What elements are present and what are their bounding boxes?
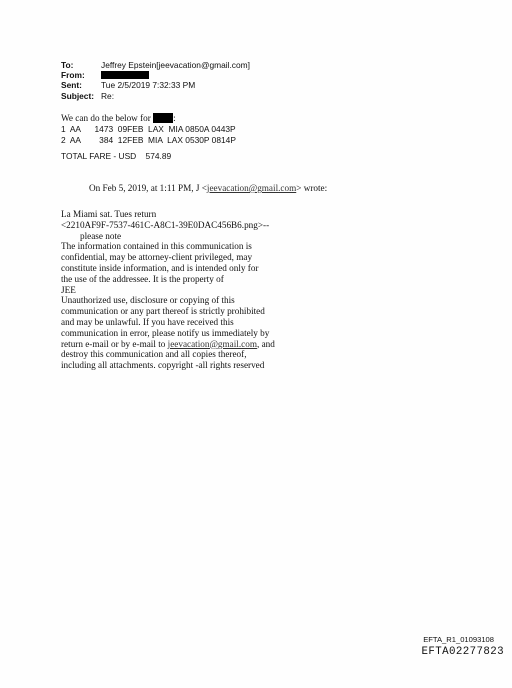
sent-label: Sent: — [61, 80, 82, 91]
quoted-line: communication in error, please notify us immediately by — [61, 327, 270, 338]
document-id-efta-r1: EFTA_R1_01093108 — [423, 635, 494, 644]
total-fare: TOTAL FARE - USD 574.89 — [61, 151, 172, 161]
quote-attribution — [89, 183, 327, 194]
flight-line-2: 2 AA 384 12FEB MIA LAX 0530P 0814P — [61, 134, 236, 145]
quoted-line: destroy this communication and all copies thereof, — [61, 349, 247, 360]
header-sent-row — [61, 80, 250, 90]
from-label: From: — [61, 70, 85, 81]
to-label: To: — [61, 60, 74, 70]
reply-body — [61, 113, 236, 145]
quoted-line: communication or any part thereof is strictly prohibited — [61, 306, 265, 317]
quoted-line: La Miami sat. Tues return — [61, 209, 157, 219]
name-redaction — [153, 113, 173, 123]
subject-label: Subject: — [61, 90, 95, 101]
quoted-line: please note — [80, 230, 122, 241]
quoted-line: The information contained in this communication is — [61, 241, 252, 252]
reply-intro-prefix: We can do the below for — [61, 113, 154, 123]
quote-suffix: > wrote: — [296, 183, 328, 193]
header-subject-row — [61, 91, 250, 101]
header-to-row — [61, 60, 250, 70]
quoted-line: JEE — [61, 284, 76, 295]
quoted-line: the use of the addressee. It is the property of — [61, 273, 224, 284]
email-header — [61, 60, 250, 101]
quoted-message — [61, 209, 275, 371]
quoted-line: and may be unlawful. If you have received this — [61, 316, 234, 327]
quoted-line: confidential, may be attorney-client privileged, may — [61, 252, 253, 263]
quoted-line: constitute inside information, and is intended only for — [61, 262, 259, 273]
quoted-line-13-prefix: return e-mail or by e-mail to — [61, 338, 168, 349]
quoted-line-13-suffix: , and — [256, 338, 275, 349]
header-from-row — [61, 70, 250, 80]
document-id-efta: EFTA02277823 — [421, 646, 504, 658]
from-redaction — [101, 71, 149, 79]
quoted-line: <2210AF9F-7537-461C-A8C1-39E0DAC456B6.png>-- — [61, 219, 270, 230]
reply-intro-suffix: : — [173, 113, 176, 123]
to-value: Jeffrey Epstein[jeevacation@gmail.com] — [101, 60, 250, 70]
quote-prefix: On Feb 5, 2019, at 1:11 PM, J < — [89, 183, 207, 193]
flight-line-1: 1 AA 1473 09FEB LAX MIA 0850A 0443P — [61, 124, 236, 135]
quoted-email-link[interactable]: jeevacation@gmail.com — [167, 338, 257, 349]
quoted-line: including all attachments. copyright -all rights reserved — [61, 360, 265, 371]
quoted-line — [61, 339, 275, 350]
sent-value: Tue 2/5/2019 7:32:33 PM — [101, 80, 196, 91]
quoted-line: Unauthorized use, disclosure or copying of this — [61, 295, 235, 306]
subject-value: Re: — [101, 90, 115, 101]
quote-email-link[interactable]: jeevacation@gmail.com — [206, 183, 297, 193]
